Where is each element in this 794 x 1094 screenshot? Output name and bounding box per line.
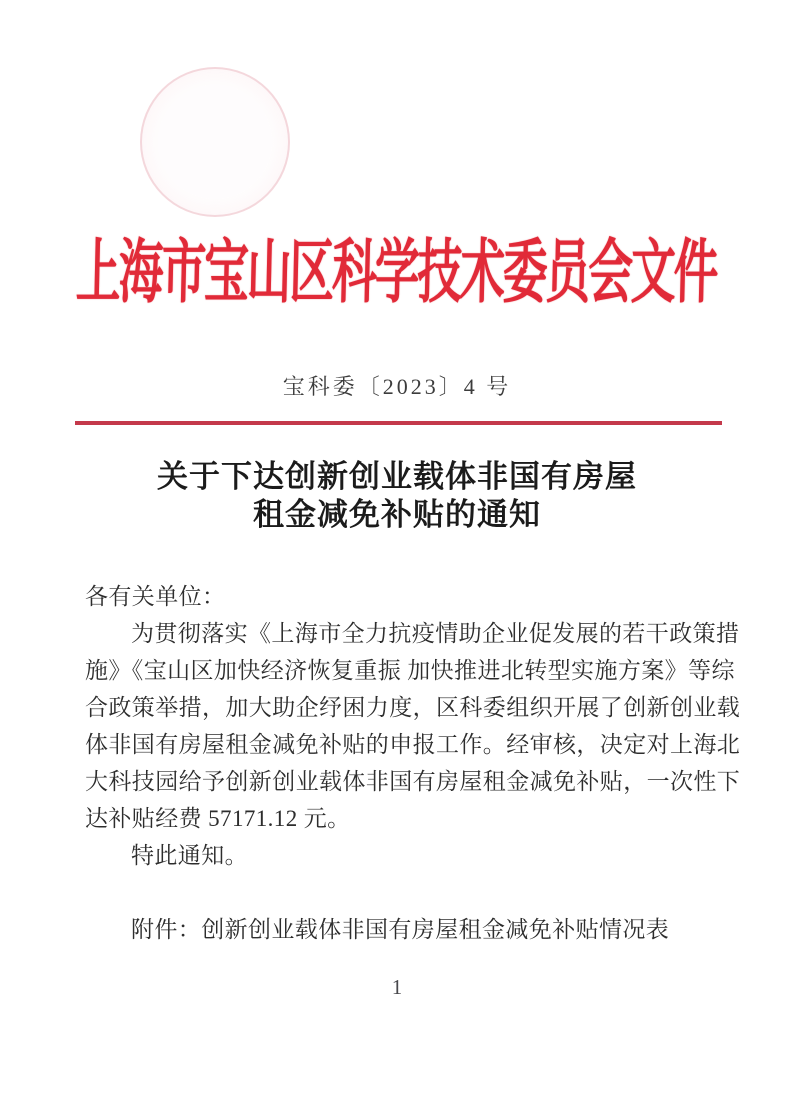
paragraph-line: 体非国有房屋租金减免补贴的申报工作。经审核，决定对上海北	[85, 732, 741, 757]
document-number: 宝科委〔2023〕4 号	[282, 374, 512, 399]
header-divider-line	[75, 421, 722, 425]
blank-line	[85, 874, 721, 911]
attachment-line: 附件：创新创业载体非国有房屋租金减免补贴情况表	[131, 917, 670, 942]
paragraph-line: 为贯彻落实《上海市全力抗疫情助企业促发展的若干政策措	[131, 621, 740, 646]
official-seal-stamp-icon	[140, 67, 290, 217]
page-number: 1	[391, 975, 403, 999]
closing-line: 特此通知。	[131, 843, 248, 868]
notice-title	[0, 458, 794, 534]
salutation: 各有关单位：	[85, 584, 226, 609]
notice-title-line2: 租金减免补贴的通知	[253, 497, 541, 532]
org-title-text: 上海市宝山区科学技术委员会文件	[75, 233, 718, 311]
paragraph-line: 达补贴经费 57171.12 元。	[85, 806, 351, 831]
paragraph-line: 合政策举措，加大助企纾困力度，区科委组织开展了创新创业载	[85, 695, 741, 720]
notice-title-line1: 关于下达创新创业载体非国有房屋	[157, 459, 637, 494]
notice-body	[85, 578, 741, 948]
paragraph-line: 施》《宝山区加快经济恢复重振 加快推进北转型实施方案》等综	[85, 658, 735, 683]
red-header-banner	[0, 233, 794, 311]
paragraph-line: 大科技园给予创新创业载体非国有房屋租金减免补贴，一次性下	[85, 769, 741, 794]
